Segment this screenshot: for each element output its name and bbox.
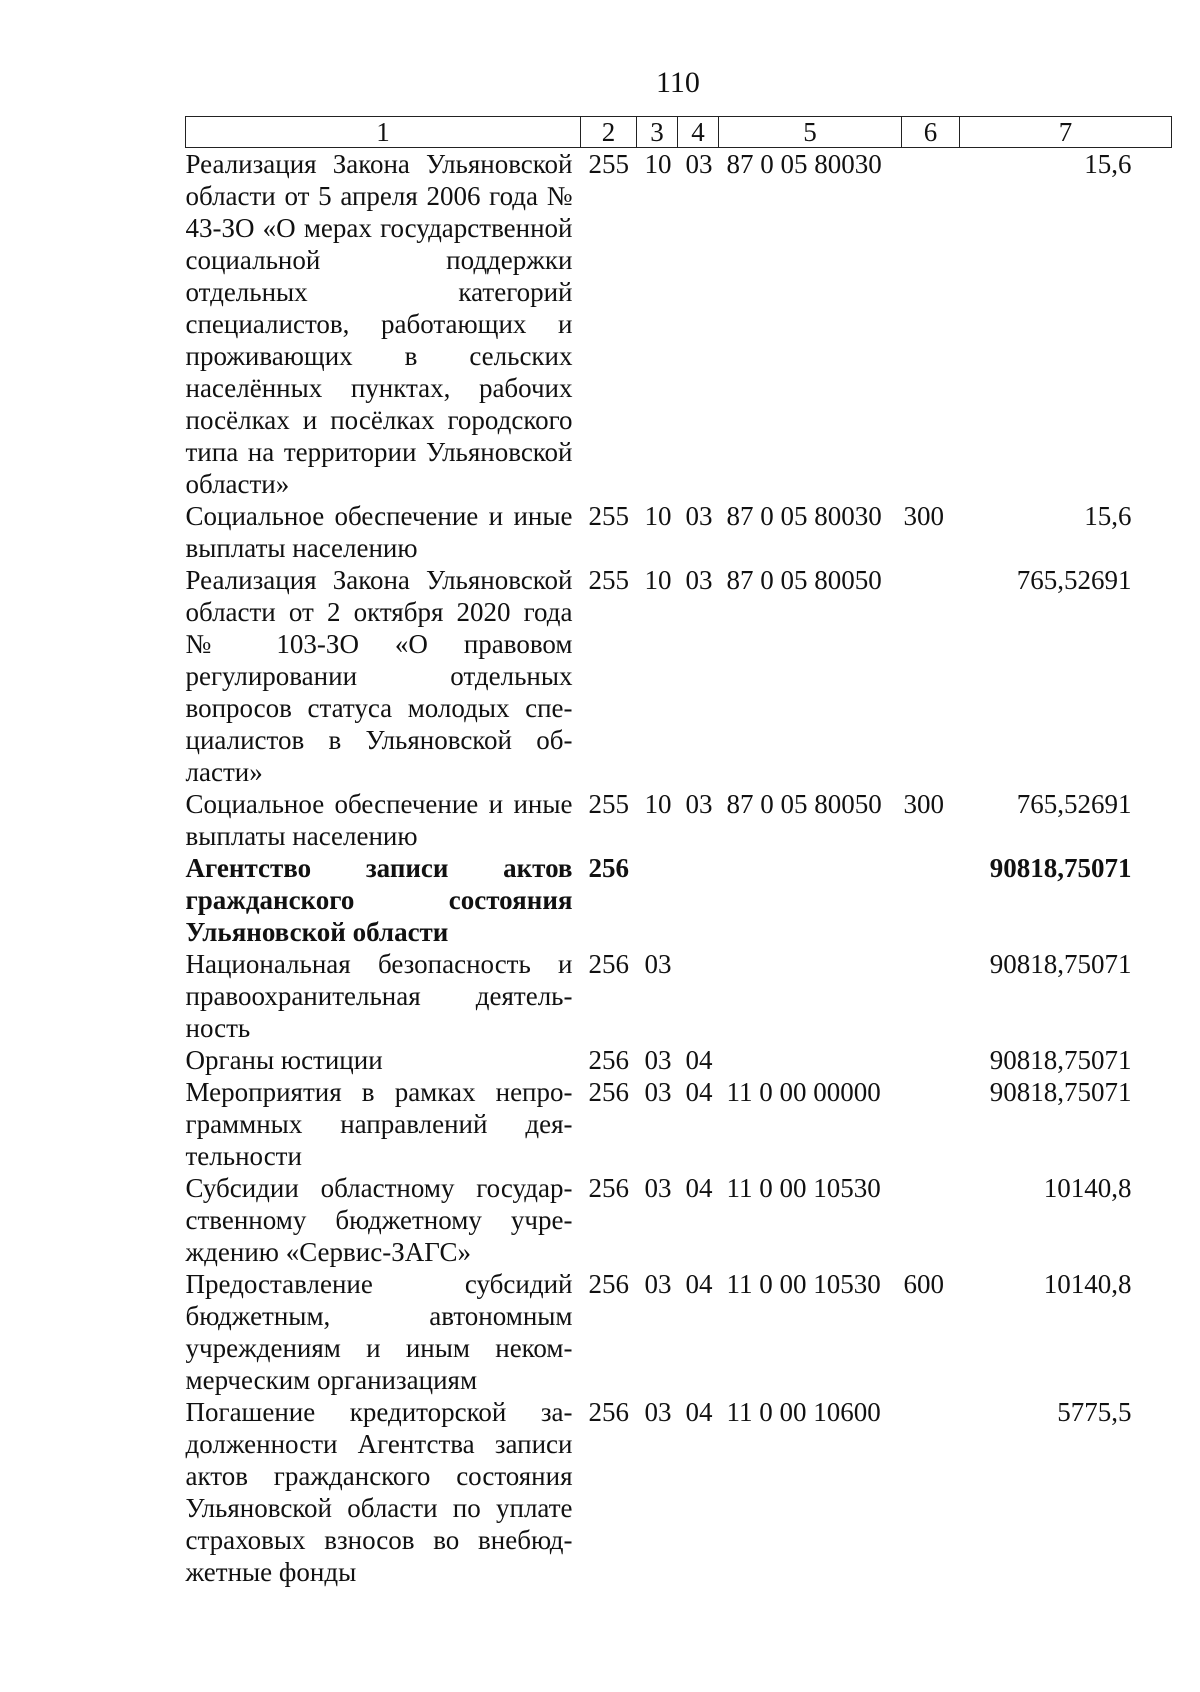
page-number: 110 xyxy=(656,66,700,99)
row-target-article: 87 0 05 80050 xyxy=(726,565,882,595)
row-amount: 10140,8 xyxy=(1043,1173,1132,1203)
table-row xyxy=(186,1268,1172,1396)
table-header xyxy=(186,117,1172,148)
row-subsection-code: 04 xyxy=(685,1045,713,1075)
row-amount: 5775,5 xyxy=(1057,1397,1132,1427)
row-subsection-code: 04 xyxy=(685,1173,713,1203)
table-row xyxy=(186,852,1172,948)
table-row xyxy=(186,500,1172,564)
header-col-5: 5 xyxy=(719,117,902,148)
row-section-code: 10 xyxy=(644,565,672,595)
row-target-article xyxy=(719,852,902,948)
row-grbs-code: 256 xyxy=(588,853,629,883)
row-target-article: 87 0 05 80030 xyxy=(726,501,882,531)
row-grbs-code: 255 xyxy=(588,789,629,819)
row-section-code xyxy=(637,852,678,948)
table-row xyxy=(186,1044,1172,1076)
header-row xyxy=(186,117,1172,148)
row-grbs-code: 256 xyxy=(588,1269,629,1299)
row-expense-type xyxy=(902,1044,960,1076)
row-name: Агентство записи актов гражданского состояния Ульяновской области xyxy=(185,853,573,947)
row-expense-type xyxy=(902,564,960,788)
row-target-article xyxy=(719,1044,902,1076)
row-amount: 765,52691 xyxy=(1016,565,1132,595)
row-subsection-code: 04 xyxy=(685,1077,713,1107)
row-subsection-code: 04 xyxy=(685,1269,713,1299)
row-target-article: 11 0 00 10530 xyxy=(726,1269,881,1299)
row-section-code: 03 xyxy=(644,1077,672,1107)
row-grbs-code: 255 xyxy=(588,149,629,179)
row-name: Социальное обеспечение и иные выплаты населению xyxy=(185,789,573,851)
row-subsection-code xyxy=(678,852,719,948)
row-grbs-code: 255 xyxy=(588,501,629,531)
row-name: Мероприятия в рамках непрограммных направлений деятельности xyxy=(185,1077,573,1171)
row-target-article xyxy=(719,948,902,1044)
row-expense-type xyxy=(902,148,960,501)
budget-table xyxy=(185,116,1172,1588)
row-target-article: 87 0 05 80050 xyxy=(726,789,882,819)
row-subsection-code: 03 xyxy=(685,789,713,819)
header-col-7: 7 xyxy=(960,117,1172,148)
header-col-4: 4 xyxy=(678,117,719,148)
row-subsection-code: 03 xyxy=(685,149,713,179)
row-expense-type xyxy=(902,1172,960,1268)
row-expense-type xyxy=(902,948,960,1044)
row-subsection-code: 03 xyxy=(685,501,713,531)
row-amount: 15,6 xyxy=(1084,501,1132,531)
row-grbs-code: 256 xyxy=(588,1397,629,1427)
row-name: Погашение кредиторской задолженности Агентства записи актов гражданского состояния Ульяновской области по уплате страховых взносов во внебюджетные фонды xyxy=(185,1397,573,1587)
row-target-article: 87 0 05 80030 xyxy=(726,149,882,179)
row-amount: 10140,8 xyxy=(1043,1269,1132,1299)
row-target-article: 11 0 00 00000 xyxy=(726,1077,881,1107)
table-row xyxy=(186,788,1172,852)
table-row xyxy=(186,948,1172,1044)
row-section-code: 03 xyxy=(644,1045,672,1075)
row-name: Субсидии областному государственному бюджетному учреждению «Сервис-ЗАГС» xyxy=(185,1173,573,1267)
row-expense-type xyxy=(902,1076,960,1172)
row-amount: 15,6 xyxy=(1084,149,1132,179)
table-row xyxy=(186,1076,1172,1172)
row-section-code: 10 xyxy=(644,149,672,179)
row-section-code: 03 xyxy=(644,1173,672,1203)
table-row xyxy=(186,1172,1172,1268)
row-subsection-code: 03 xyxy=(685,565,713,595)
row-expense-type xyxy=(902,852,960,948)
row-grbs-code: 256 xyxy=(588,1173,629,1203)
row-amount: 90818,75071 xyxy=(989,949,1132,979)
row-section-code: 03 xyxy=(644,1397,672,1427)
table-row xyxy=(186,148,1172,501)
row-target-article: 11 0 00 10530 xyxy=(726,1173,881,1203)
row-expense-type: 600 xyxy=(903,1269,944,1299)
row-amount: 90818,75071 xyxy=(989,1045,1132,1075)
row-target-article: 11 0 00 10600 xyxy=(726,1397,881,1427)
header-col-3: 3 xyxy=(637,117,678,148)
row-grbs-code: 256 xyxy=(588,1045,629,1075)
table-body xyxy=(186,148,1172,1589)
row-name: Национальная безопасность и правоохранительная деятельность xyxy=(185,949,573,1043)
row-amount: 90818,75071 xyxy=(989,853,1132,883)
row-expense-type: 300 xyxy=(903,789,944,819)
row-section-code: 10 xyxy=(644,789,672,819)
row-grbs-code: 256 xyxy=(588,1077,629,1107)
row-grbs-code: 255 xyxy=(588,565,629,595)
table-row xyxy=(186,1396,1172,1588)
table-row xyxy=(186,564,1172,788)
row-name: Реализация Закона Ульяновской области от 5 апреля 2006 года № 43-ЗО «О мерах государственной социальной поддержки отдельных категорий специалистов, работающих и проживающих в сельских населённых пунктах, рабочих посёлках и посёлках городского типа на территории Ульяновской области» xyxy=(185,149,573,499)
row-amount: 90818,75071 xyxy=(989,1077,1132,1107)
row-section-code: 10 xyxy=(644,501,672,531)
row-expense-type: 300 xyxy=(903,501,944,531)
row-section-code: 03 xyxy=(644,1269,672,1299)
row-section-code: 03 xyxy=(644,949,672,979)
row-name: Предоставление субсидий бюджетным, автономным учреждениям и иным некоммерческим организациям xyxy=(185,1269,573,1395)
row-expense-type xyxy=(902,1396,960,1588)
row-grbs-code: 256 xyxy=(588,949,629,979)
header-col-2: 2 xyxy=(581,117,637,148)
row-amount: 765,52691 xyxy=(1016,789,1132,819)
row-subsection-code xyxy=(678,948,719,1044)
row-name: Органы юстиции xyxy=(185,1045,383,1075)
header-col-1: 1 xyxy=(186,117,581,148)
row-name: Социальное обеспечение и иные выплаты населению xyxy=(185,501,573,563)
row-name: Реализация Закона Ульяновской области от 2 октября 2020 года № 103-ЗО «О правовом регулировании отдельных вопросов статуса молодых специалистов в Ульяновской области» xyxy=(185,565,573,787)
row-subsection-code: 04 xyxy=(685,1397,713,1427)
header-col-6: 6 xyxy=(902,117,960,148)
